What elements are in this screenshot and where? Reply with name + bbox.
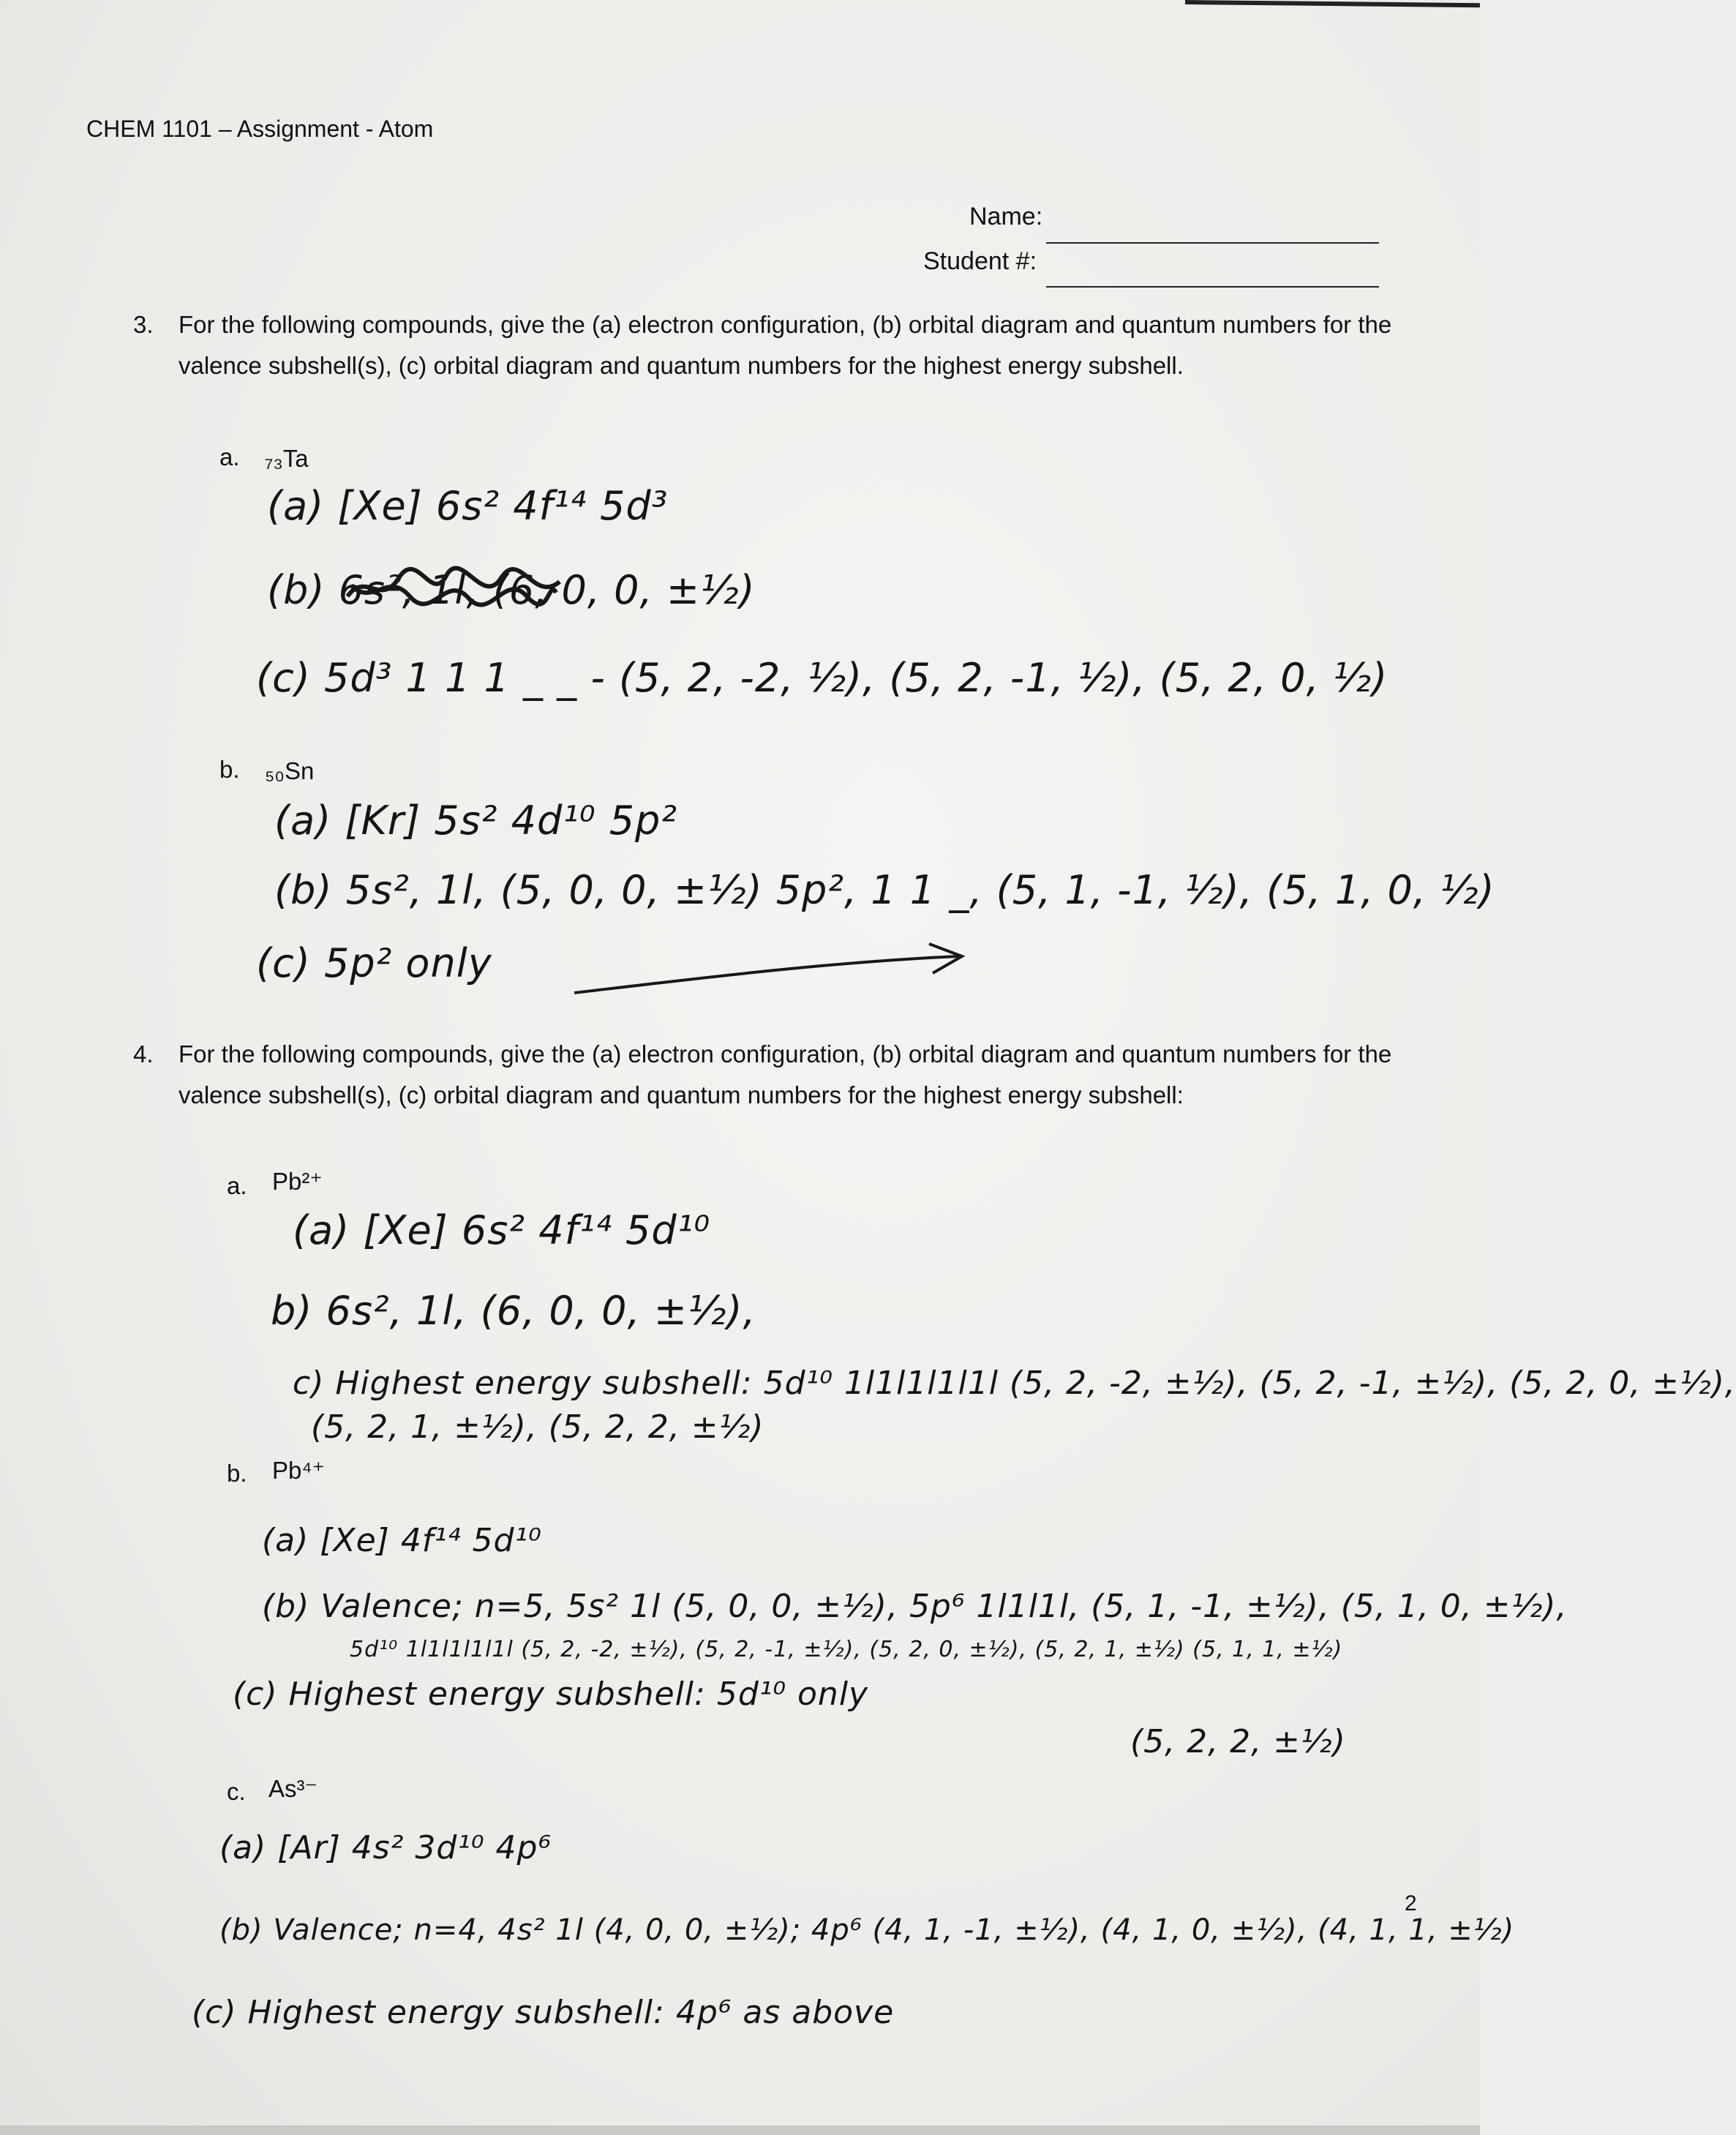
q3a-electron-config: (a) [Xe] 6s² 4f¹⁴ 5d³ [267, 483, 669, 529]
q3a-valence-orbital: (b) 6s², 1l, (6, 0, 0, ±½) [267, 567, 756, 613]
q4a-line-3: c) Highest energy subshell: 5d¹⁰ 1l1l1l1l1l (5, 2, -2, ±½), (5, 2, -1, ±½), (5, 2, 0, ±½), [293, 1365, 1736, 1402]
q4a-line-1: (a) [Xe] 6s² 4f¹⁴ 5d¹⁰ [293, 1207, 710, 1253]
page-number: 2 [1405, 1891, 1417, 1916]
q4b-line-2: (b) Valence; n=5, 5s² 1l (5, 0, 0, ±½), 5p⁶ 1l1l1l, (5, 1, -1, ±½), (5, 1, 0, ±½), [262, 1588, 1568, 1625]
q3b-electron-config: (a) [Kr] 5s² 4d¹⁰ 5p² [274, 798, 677, 844]
question-3-prompt: For the following compounds, give the (a) electron configuration, (b) orbital diagram and quantum numbers for the valence subshell(s), (c) orbital diagram and quantum numbers for the highest energy subshell. [179, 311, 1392, 379]
course-title: CHEM 1101 – Assignment - Atom [86, 116, 434, 142]
q4c-line-3: (c) Highest energy subshell: 4p⁶ as above [192, 1994, 895, 2031]
q4-part-b-species: Pb⁴⁺ [272, 1457, 325, 1484]
name-underline [1046, 242, 1379, 244]
question-4-prompt: For the following compounds, give the (a) electron configuration, (b) orbital diagram and quantum numbers for the valence subshell(s), (c) orbital diagram and quantum numbers for the highest energy subshell: [179, 1040, 1392, 1108]
q4c-line-1: (a) [Ar] 4s² 3d¹⁰ 4p⁶ [219, 1829, 552, 1866]
question-3-number: 3. [133, 311, 154, 338]
q3a-highest-subshell: (c) 5d³ 1 1 1 _ _ - (5, 2, -2, ½), (5, 2, -1, ½), (5, 2, 0, ½) [256, 655, 1389, 701]
q4-part-a-label: a. [227, 1172, 247, 1199]
question-4-number: 4. [133, 1040, 154, 1068]
q4b-line-3: 5d¹⁰ 1l1l1l1l1l (5, 2, -2, ±½), (5, 2, -1, ±½), (5, 2, 0, ±½), (5, 2, 1, ±½) (5, 1, 1, ±½) [350, 1637, 1343, 1662]
student-number-underline [1046, 286, 1379, 288]
name-label: Name: [969, 203, 1043, 230]
q3-part-b-species: ₅₀Sn [265, 757, 315, 784]
q3-part-b-label: b. [219, 756, 240, 783]
arrow-icon [571, 940, 973, 1006]
q4-part-c-species: As³⁻ [268, 1775, 317, 1802]
crossed-out-scribble [344, 567, 563, 611]
q4-part-a-species: Pb²⁺ [272, 1168, 323, 1195]
student-number-label: Student #: [923, 247, 1037, 275]
paper-edge-shadow [1185, 0, 1480, 7]
q3b-valence-orbital: (b) 5s², 1l, (5, 0, 0, ±½) 5p², 1 1 _, (5, 1, -1, ½), (5, 1, 0, ½) [274, 867, 1495, 913]
q3b-highest-subshell: (c) 5p² only [256, 940, 492, 986]
q4a-line-4: (5, 2, 1, ±½), (5, 2, 2, ±½) [311, 1408, 764, 1446]
q3-part-a-label: a. [219, 443, 240, 470]
q4b-line-4: (c) Highest energy subshell: 5d¹⁰ only [233, 1676, 869, 1713]
q4a-line-2: b) 6s², 1l, (6, 0, 0, ±½), [271, 1288, 756, 1334]
q4c-line-2: (b) Valence; n=4, 4s² 1l (4, 0, 0, ±½); 4p⁶ (4, 1, -1, ±½), (4, 1, 0, ±½), (4, 1, 1, ±½) [219, 1913, 1515, 1947]
q4-part-c-label: c. [227, 1778, 246, 1805]
q4b-line-1: (a) [Xe] 4f¹⁴ 5d¹⁰ [262, 1522, 542, 1559]
q4b-line-5: (5, 2, 2, ±½) [1130, 1723, 1346, 1760]
q4-part-b-label: b. [227, 1460, 247, 1487]
q3-part-a-species: ₇₃Ta [265, 445, 309, 472]
paper-bottom-edge [0, 2125, 1480, 2135]
